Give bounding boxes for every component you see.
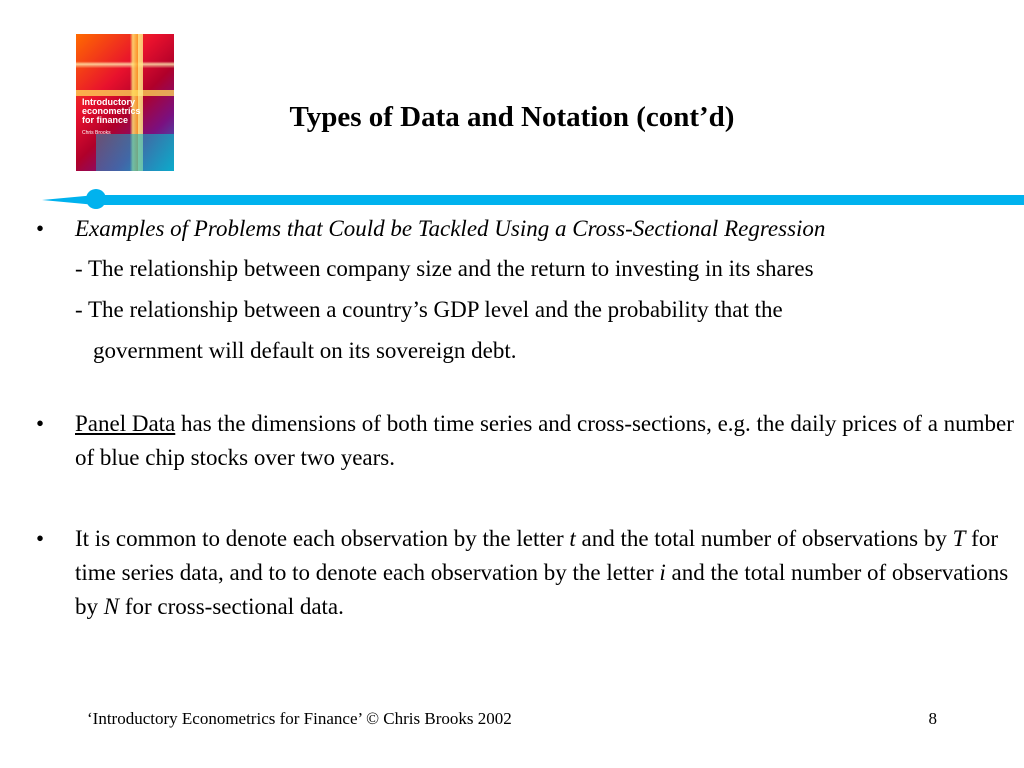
bullet-text: for time series data, and to to denote each observation by the letter <box>75 526 998 585</box>
variable-t: t <box>569 526 576 551</box>
bullet-marker: • <box>36 411 45 436</box>
cover-decoration <box>96 134 174 171</box>
bullet-item <box>36 522 1016 624</box>
panel-data-term: Panel Data <box>75 411 176 436</box>
slide-body <box>36 212 1016 624</box>
cover-title-line: Introductory <box>82 97 135 107</box>
bullet-text: It is common to denote each observation by the letter <box>75 526 570 551</box>
page-number: 8 <box>928 709 937 728</box>
variable-T: T <box>952 526 966 551</box>
bullet-heading: Examples of Problems that Could be Tackled Using a Cross-Sectional Regression <box>75 216 826 241</box>
bullet-text: and the total number of observations by <box>575 526 953 551</box>
variable-N: N <box>103 594 120 619</box>
bullet-marker: • <box>36 526 45 551</box>
bullet-item <box>36 212 1016 368</box>
slide-footer <box>87 707 937 731</box>
sub-point-continuation: government will default on its sovereign debt. <box>93 338 517 363</box>
slide-title: Types of Data and Notation (cont’d) <box>289 101 735 133</box>
cover-title-line: econometrics <box>82 106 141 116</box>
bullet-text: has the dimensions of both time series and cross-sections, e.g. the daily prices of a number of blue chip stocks over two years. <box>75 411 1014 470</box>
bullet-text: for cross-sectional data. <box>119 594 344 619</box>
sub-point: - The relationship between company size and the return to investing in its shares <box>75 256 814 281</box>
bullet-text: and the total number of observations by <box>75 560 1009 619</box>
bullet-item <box>36 407 1016 475</box>
variable-i: i <box>659 560 666 585</box>
cover-author: Chris Brooks <box>82 130 111 136</box>
bullet-marker: • <box>36 216 45 241</box>
sub-point: - The relationship between a country’s GDP level and the probability that the <box>75 297 783 322</box>
footer-copyright: ‘Introductory Econometrics for Finance’ © Chris Brooks 2002 <box>87 709 512 728</box>
cover-decoration <box>76 90 174 96</box>
cover-title-line: for finance <box>82 115 129 125</box>
